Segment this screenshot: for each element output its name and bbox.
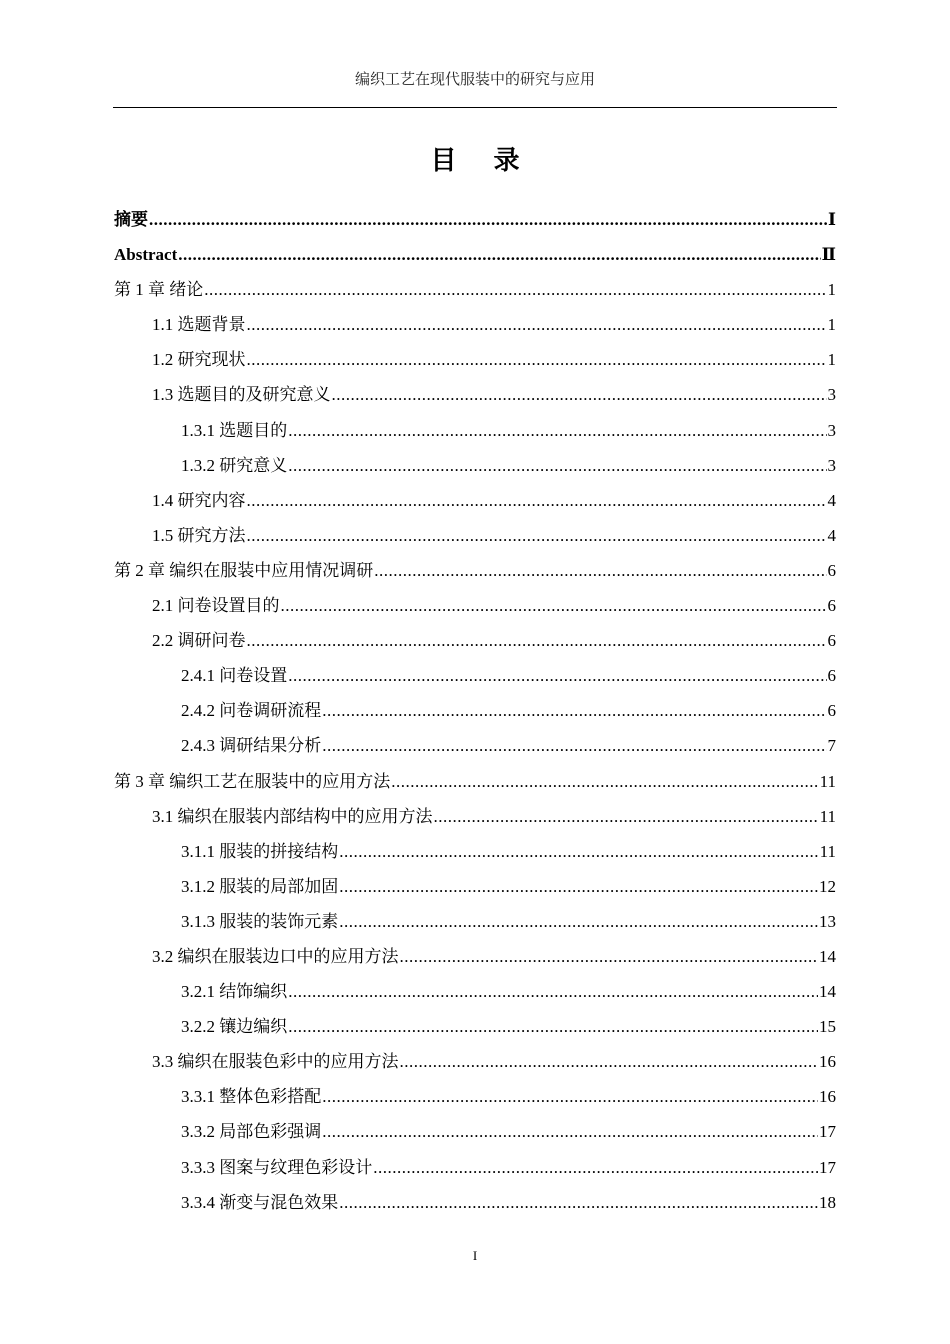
toc-entry[interactable]: [114, 417, 836, 452]
toc-entry[interactable]: [114, 803, 836, 838]
toc-entry[interactable]: [114, 1189, 836, 1224]
toc-entry-page: 11: [819, 771, 836, 791]
toc-entry-page: 17: [819, 1122, 836, 1142]
toc-entry-label: 3.1 编织在服装内部结构中的应用方法: [152, 806, 433, 826]
toc-entry-label: 2.1 问卷设置目的: [152, 596, 280, 616]
toc-entry-page: 1: [827, 315, 836, 335]
toc-entry[interactable]: [114, 1083, 836, 1118]
toc-entry-page: 6: [827, 701, 836, 721]
toc-entry-label: 2.2 调研问卷: [152, 631, 246, 651]
toc-entry[interactable]: [114, 838, 836, 873]
dot-leader: [373, 1154, 818, 1181]
dot-leader: [339, 1189, 818, 1216]
toc-entry[interactable]: [114, 1118, 836, 1153]
toc-entry[interactable]: [114, 1154, 836, 1189]
toc-entry[interactable]: [114, 592, 836, 627]
toc-entry-page: 14: [819, 946, 836, 966]
toc-entry-page: 3: [827, 455, 836, 475]
dot-leader: [339, 838, 818, 865]
toc-entry-page: 11: [819, 841, 836, 861]
toc-entry-label: 第 3 章 编织工艺在服装中的应用方法: [114, 771, 391, 791]
toc-entry-page: 6: [827, 560, 836, 580]
toc-entry-label: 1.1 选题背景: [152, 315, 246, 335]
toc-entry[interactable]: [114, 311, 836, 346]
toc-entry-label: 3.1.2 服装的局部加固: [181, 876, 339, 896]
dot-leader: [434, 803, 819, 830]
toc-entry-label: 3.2.2 镶边编织: [181, 1017, 288, 1037]
toc-entry-page: 4: [827, 525, 836, 545]
toc-entry-page: 6: [827, 666, 836, 686]
toc-entry[interactable]: [114, 241, 836, 276]
toc-entry[interactable]: [114, 1013, 836, 1048]
toc-entry-page: 18: [819, 1192, 836, 1212]
toc-entry-label: 1.2 研究现状: [152, 350, 246, 370]
toc-entry-label: 2.4.1 问卷设置: [181, 666, 288, 686]
toc-entry-page: 17: [819, 1157, 836, 1177]
toc-entry-page: 16: [819, 1087, 836, 1107]
toc-entry-label: 1.4 研究内容: [152, 490, 246, 510]
toc-entry-page: 13: [819, 911, 836, 931]
header-rule: [113, 107, 837, 108]
toc-entry[interactable]: [114, 276, 836, 311]
dot-leader: [288, 417, 826, 444]
toc-entry-page: Ⅱ: [821, 245, 836, 265]
toc-entry[interactable]: [114, 557, 836, 592]
toc-entry-page: 6: [827, 596, 836, 616]
dot-leader: [288, 662, 826, 689]
toc-entry[interactable]: [114, 768, 836, 803]
dot-leader: [391, 768, 818, 795]
dot-leader: [339, 908, 818, 935]
toc-entry-label: 2.4.3 调研结果分析: [181, 736, 322, 756]
toc-entry-page: 3: [827, 385, 836, 405]
toc-entry-label: 2.4.2 问卷调研流程: [181, 701, 322, 721]
running-header: 编织工艺在现代服装中的研究与应用: [354, 72, 595, 88]
dot-leader: [288, 978, 818, 1005]
dot-leader: [204, 276, 826, 303]
toc-entry-label: 1.3.2 研究意义: [181, 455, 288, 475]
dot-leader: [322, 732, 826, 759]
toc-entry-label: Abstract: [114, 245, 178, 265]
dot-leader: [288, 1013, 818, 1040]
toc-entry-page: 15: [819, 1017, 836, 1037]
dot-leader: [400, 943, 819, 970]
dot-leader: [247, 311, 827, 338]
toc-entry[interactable]: [114, 346, 836, 381]
dot-leader: [374, 557, 826, 584]
dot-leader: [247, 346, 827, 373]
toc-entry[interactable]: [114, 662, 836, 697]
toc-entry[interactable]: [114, 487, 836, 522]
dot-leader: [322, 1118, 818, 1145]
toc-entry[interactable]: [114, 381, 836, 416]
dot-leader: [178, 241, 820, 268]
toc-entry-label: 3.3.2 局部色彩强调: [181, 1122, 322, 1142]
table-of-contents: [114, 206, 836, 1224]
toc-entry-label: 第 1 章 绪论: [114, 280, 204, 300]
page-title: 目 录: [430, 146, 534, 176]
toc-entry-page: 7: [827, 736, 836, 756]
toc-entry[interactable]: [114, 206, 836, 241]
toc-entry-label: 3.1.1 服装的拼接结构: [181, 841, 339, 861]
dot-leader: [332, 381, 827, 408]
dot-leader: [247, 487, 827, 514]
toc-entry[interactable]: [114, 452, 836, 487]
toc-entry[interactable]: [114, 697, 836, 732]
toc-entry-label: 3.3.3 图案与纹理色彩设计: [181, 1157, 373, 1177]
toc-entry-page: 12: [819, 876, 836, 896]
toc-entry-page: 16: [819, 1052, 836, 1072]
toc-entry-page: 4: [827, 490, 836, 510]
toc-entry-label: 1.3.1 选题目的: [181, 420, 288, 440]
toc-entry-label: 第 2 章 编织在服装中应用情况调研: [114, 560, 374, 580]
toc-entry-label: 3.1.3 服装的装饰元素: [181, 911, 339, 931]
toc-entry[interactable]: [114, 978, 836, 1013]
toc-entry-label: 3.3 编织在服装色彩中的应用方法: [152, 1052, 399, 1072]
toc-entry-label: 摘要: [114, 210, 148, 229]
dot-leader: [149, 206, 827, 233]
toc-entry-page: 11: [819, 806, 836, 826]
toc-entry-label: 3.3.1 整体色彩搭配: [181, 1087, 322, 1107]
toc-entry[interactable]: [114, 873, 836, 908]
dot-leader: [322, 1083, 818, 1110]
dot-leader: [247, 627, 827, 654]
dot-leader: [400, 1048, 819, 1075]
toc-entry-page: 1: [827, 280, 836, 300]
dot-leader: [281, 592, 827, 619]
toc-entry-label: 3.2.1 结饰编织: [181, 982, 288, 1002]
toc-entry[interactable]: [114, 943, 836, 978]
dot-leader: [339, 873, 818, 900]
toc-entry-label: 1.3 选题目的及研究意义: [152, 385, 331, 405]
toc-entry-page: 1: [827, 350, 836, 370]
toc-entry[interactable]: [114, 627, 836, 662]
toc-entry-page: 6: [827, 631, 836, 651]
toc-entry-page: 14: [819, 982, 836, 1002]
page-number: I: [472, 1248, 478, 1263]
toc-entry[interactable]: [114, 908, 836, 943]
toc-entry[interactable]: [114, 1048, 836, 1083]
dot-leader: [288, 452, 826, 479]
toc-entry[interactable]: [114, 732, 836, 767]
dot-leader: [322, 697, 826, 724]
toc-entry-page: 3: [827, 420, 836, 440]
toc-entry-page: Ⅰ: [828, 210, 836, 229]
dot-leader: [247, 522, 827, 549]
toc-entry-label: 3.2 编织在服装边口中的应用方法: [152, 946, 399, 966]
toc-entry-label: 1.5 研究方法: [152, 525, 246, 545]
toc-entry[interactable]: [114, 522, 836, 557]
toc-entry-label: 3.3.4 渐变与混色效果: [181, 1192, 339, 1212]
